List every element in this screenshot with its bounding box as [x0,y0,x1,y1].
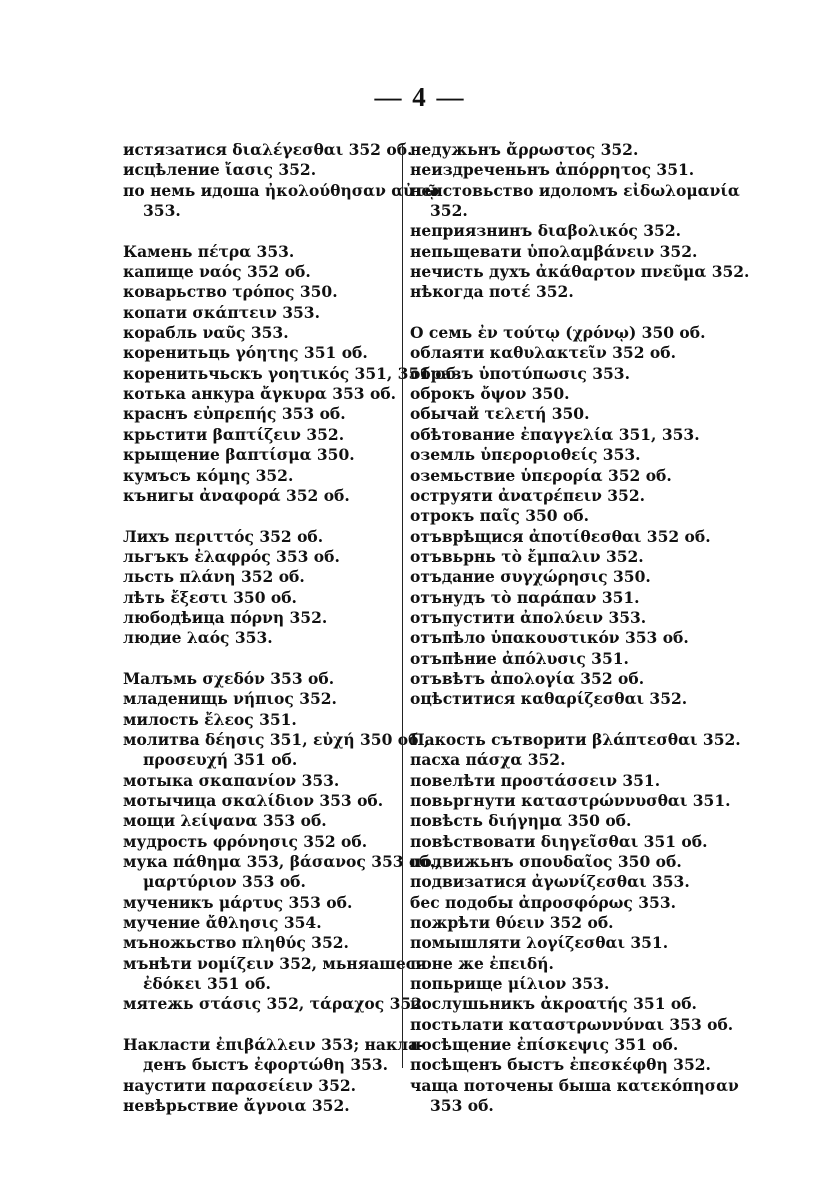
index-entry: повьргнути καταστρώννυσθαι 351. [410,791,731,810]
index-entry: льгъкъ ἐλαφρός 353 об. [123,546,340,566]
index-entry: недужьнъ ἄρρωστος 352. [410,140,639,159]
index-entry: μαρτύριον 353 об. [143,872,306,892]
index-entry: мощи λείψανα 353 об. [123,811,327,831]
section-gap [410,303,690,323]
index-entry: поне же ἐπειδή. [410,953,554,973]
index-entry: корабль ναῦς 353. [123,323,289,343]
index-entry: Лихъ περιττός 352 об. [123,526,324,546]
index-entry: кумъсъ κόμης 352. [123,465,294,485]
index-entry: оброкъ ὄψον 350. [410,384,570,404]
section-gap [123,221,398,241]
index-entry: наустити παρασείειν 352. [123,1075,357,1095]
index-entry: младенищь νήπιος 352. [123,689,337,709]
index-entry: оземль ὑπεροριοθείς 353. [410,445,641,465]
index-entry: оцѣститися καθαρίζεσθαι 352. [410,689,688,709]
index-entry: 353. [143,201,181,221]
index-entry: повѣсть διήγημα 350 об. [410,811,632,831]
column-divider [402,143,403,1068]
index-entry: бес подобы ἀπροσφόρως 353. [410,892,677,912]
index-entry: ἐδόκει 351 об. [143,974,271,994]
index-entry: нечисть духъ ἀκάθαρτον πνεῦμα 352. [410,262,750,282]
index-entry: пасха πάσχα 352. [410,750,566,770]
index-entry: милость ἔλεος 351. [123,709,297,729]
index-entry: неприязнинъ διαβολικός 352. [410,221,682,241]
section-gap [123,506,398,526]
index-entry: образъ ὑποτύπωσις 353. [410,363,630,383]
index-entry: мучение ἄθλησις 354. [123,913,322,933]
index-entry: неистовьство идоломъ εἰδωλομανία [410,180,740,200]
index-entry: О семь ἐν τούτῳ (χρόνῳ) 350 об. [410,323,706,343]
index-entry: Накласти ἐπιβάλλειν 353; накла- [123,1035,425,1055]
index-entry: пожрѣти θύειν 352 об. [410,913,614,933]
index-entry: оструяти ἀνατρέπειν 352. [410,485,646,505]
index-entry: денъ быстъ ἐφορτώθη 353. [143,1055,389,1075]
index-entry: помышляти λογίζεσθαι 351. [410,933,669,953]
index-entry: неиздреченьнъ ἀπόρρητος 351. [410,160,695,180]
index-entry: мотычица σκαλίδιον 353 об. [123,791,384,810]
index-entry: отрокъ παῖς 350 об. [410,506,590,526]
index-entry: льсть πλάνη 352 об. [123,567,305,587]
index-entry: кънигы ἀναφορά 352 об. [123,485,350,505]
index-entry: мятежь στάσις 352, τάραχος 352. [123,994,428,1014]
index-entry: обычай τελετή 350. [410,404,590,424]
index-entry: людие λαός 353. [123,628,273,648]
left-column [123,140,462,1117]
index-entry: мука πάθημα 353, βάσανος 353 об., [123,852,441,872]
index-entry: крыщение βαπτίσμα 350. [123,445,355,465]
index-entry: копати σκάπτειν 353. [123,302,320,322]
page-number: — 4 — [374,82,466,112]
index-entry: Малъмь σχεδόν 353 об. [123,668,335,688]
index-entry: посѣщенъ быстъ ἐπεσκέφθη 352. [410,1055,711,1075]
index-entry: послушьникъ ἀκροατής 351 об. [410,994,697,1014]
index-entry: 352. [430,201,468,221]
index-entry: Камень πέτρα 353. [123,241,295,261]
index-entry: отънудъ τὸ παράπαν 351. [410,587,640,607]
index-entry: краснъ εὐπρεπής 353 об. [123,404,346,424]
index-entry: мученикъ μάρτυς 353 об. [123,892,353,912]
index-entry: посѣщение ἐπίσκεψις 351 об. [410,1035,679,1055]
index-entry: Пакость сътворити βλάπτεσθαι 352. [410,729,741,749]
index-entry: лѣть ἔξεστι 350 об. [123,587,297,607]
index-entry: коренитьчьскъ γοητικός 351, 351 об. [123,363,462,383]
index-entry: отъпѣние ἀπόλυσις 351. [410,648,629,668]
index-entry: повѣствовати διηγεῖσθαι 351 об. [410,831,708,851]
index-entry: попьрище μίλιον 353. [410,974,610,994]
index-entry: коварьство τρόπος 350. [123,282,338,302]
index-entry: отъпѣло ὑπακουστικόν 353 об. [410,628,689,648]
index-entry: котька анкура ἄγκυρα 353 об. [123,384,397,404]
index-entry: по немь идоша ἠκολούθησαν αὐτῷ [123,180,440,200]
index-entry: молитва δέησις 351, εὐχή 350 об., [123,729,430,749]
index-entry: коренитьць γόητης 351 об. [123,343,368,363]
index-entry: любодѣица πόρνη 352. [123,607,328,627]
index-entry: постьлати καταστρωννύναι 353 об. [410,1014,734,1034]
section-gap [410,710,690,730]
section-gap [123,1015,398,1035]
index-entry: нѣкогда ποτέ 352. [410,282,574,302]
index-entry: подвижьнъ σπουδαῖος 350 об. [410,852,682,872]
index-entry: непьщевати ὑπολαμβάνειν 352. [410,241,698,261]
index-entry: оземьствие ὑπερορία 352 об. [410,465,672,485]
index-entry: мотыка σκαπανίον 353. [123,770,340,790]
index-entry: отъпустити ἀπολύειν 353. [410,607,647,627]
index-entry: мудрость φρόνησις 352 об. [123,831,368,851]
index-entry: отъврѣщися ἀποτίθεσθαι 352 об. [410,526,711,546]
index-entry: προσευχή 351 об. [143,750,298,770]
index-entry: невѣрьствие ἄγνοια 352. [123,1096,350,1116]
index-entry: отъвьрнь τὸ ἔμπαλιν 352. [410,546,644,566]
index-entry: мънѣти νομίζειν 352, мьняашеся [123,953,427,973]
index-entry: обѣтование ἐπαγγελία 351, 353. [410,424,700,444]
index-entry: подвизатися ἀγωνίζεσθαι 353. [410,872,690,892]
index-entry: исцѣление ἴασις 352. [123,160,317,180]
right-column [410,140,750,1117]
index-entry: отъвѣтъ ἀπολογία 352 об. [410,668,645,688]
index-entry: 353 об. [430,1096,494,1116]
index-entry: отъдание συγχώρησις 350. [410,567,651,587]
index-entry: капище ναός 352 об. [123,262,311,282]
index-entry: крьстити βαπτίζειν 352. [123,424,345,444]
index-entry: облаяти καθυλακτεῖν 352 об. [410,343,676,363]
index-entry: повелѣти προστάσσειν 351. [410,770,661,790]
index-entry: чаща поточены быша κατεκόπησαν [410,1075,739,1095]
index-entry: истязатися διαλέγεσθαι 352 об. [123,140,413,159]
index-entry: мъножьство πληθύς 352. [123,933,349,953]
section-gap [123,649,398,669]
